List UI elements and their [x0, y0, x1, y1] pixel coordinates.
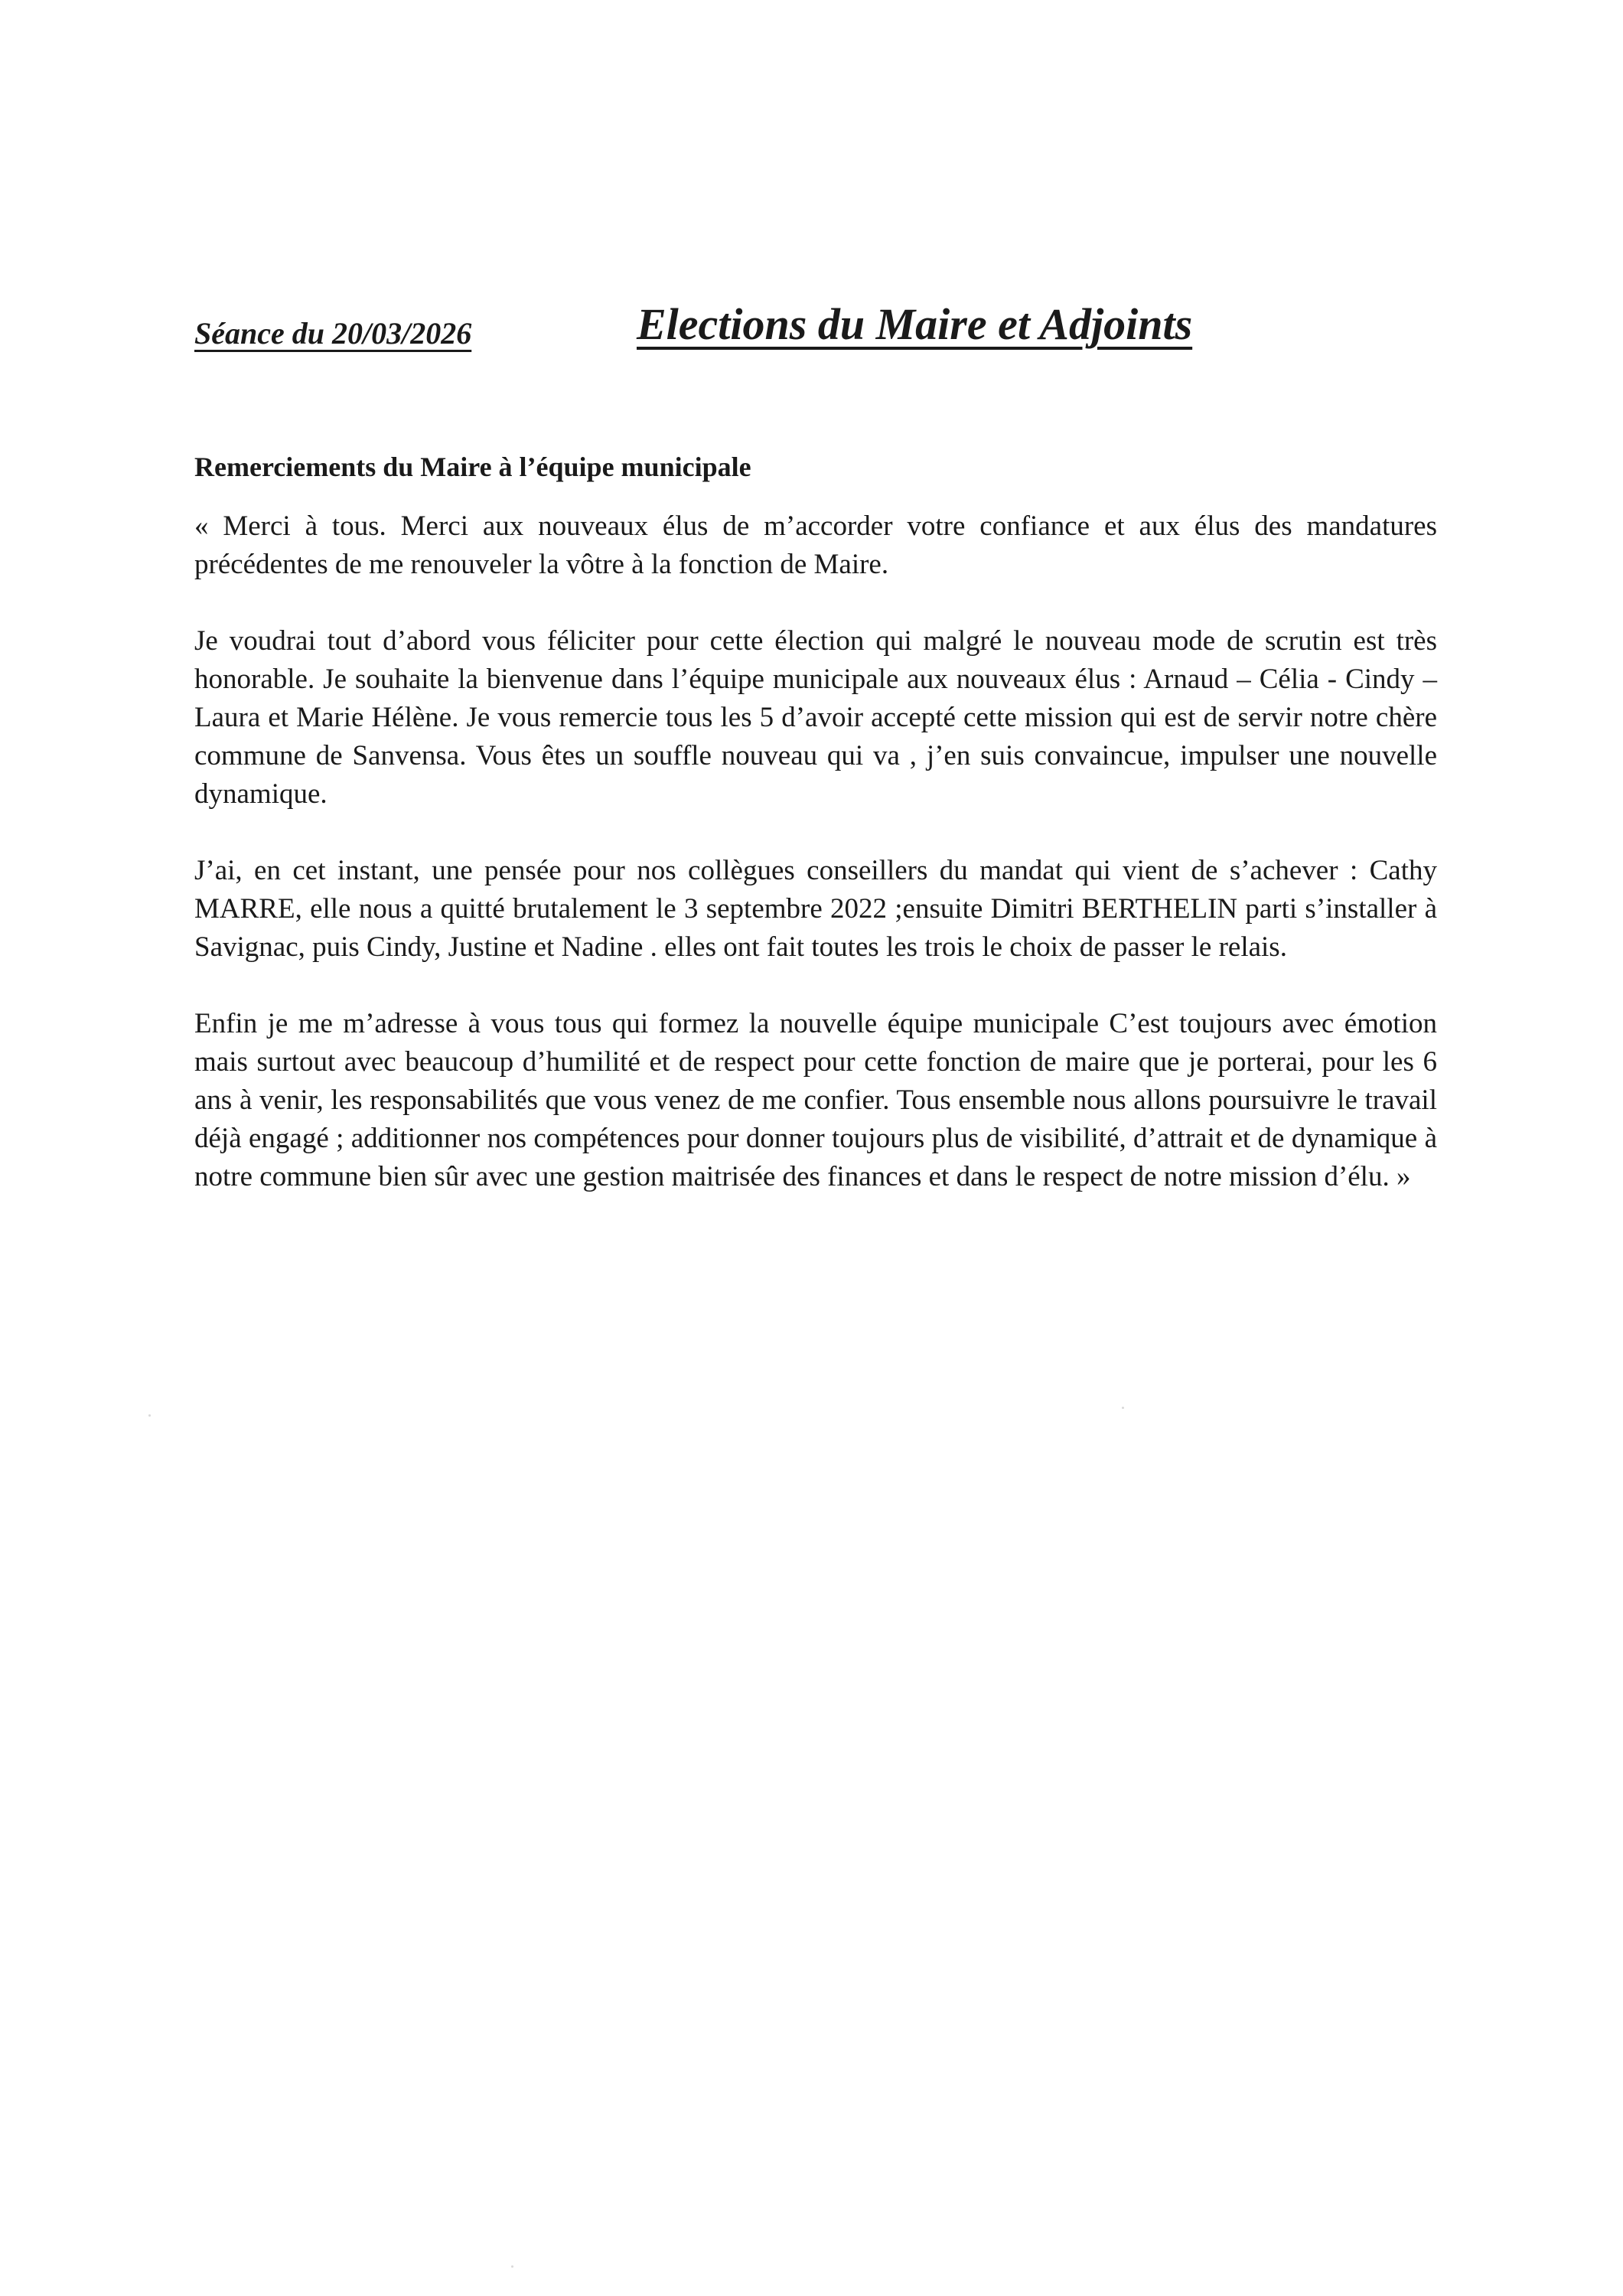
document-title: Elections du Maire et Adjoints — [637, 299, 1193, 349]
paragraph-tribute: J’ai, en cet instant, une pensée pour nos collègues conseillers du mandat qui vient de s’achever : Cathy MARRE, elle nous a quitté brutalement le 3 septembre 2022 ;ensuite Dimitri BERTHELIN parti s’installer à Savignac, puis Cindy, Justine et Nadine . elles ont fait toutes les trois le choix de passer le relais. — [194, 855, 1437, 963]
scan-artifact — [511, 2265, 513, 2268]
session-date: Séance du 20/03/2026 — [194, 316, 472, 351]
section-heading: Remerciements du Maire à l’équipe municipale — [194, 452, 751, 482]
scan-artifact — [1122, 1407, 1124, 1409]
paragraph-thanks: « Merci à tous. Merci aux nouveaux élus de m’accorder votre confiance et aux élus des mandatures précédentes de me renouveler la vôtre à la fonction de Maire. — [194, 510, 1437, 580]
document-header — [194, 298, 1449, 360]
document-body — [194, 448, 1437, 1234]
paragraph-closing: Enfin je me m’adresse à vous tous qui formez la nouvelle équipe municipale C’est toujours avec émotion mais surtout avec beaucoup d’humilité et de respect pour cette fonction de maire que je porterai, pour les 6 ans à venir, les responsabilités que vous venez de me confier. Tous ensemble nous allons poursuivre le travail déjà engagé ; additionner nos compétences pour donner toujours plus de visibilité, d’attrait et de dynamique à notre commune bien sûr avec une gestion maitrisée des finances et dans le respect de notre mission d’élu. » — [194, 1008, 1437, 1192]
scan-artifact — [148, 1414, 151, 1417]
paragraph-welcome: Je voudrai tout d’abord vous féliciter pour cette élection qui malgré le nouveau mode de scrutin est très honorable. Je souhaite la bienvenue dans l’équipe municipale aux nouveaux élus : Arnaud – Célia - Cindy – Laura et Marie Hélène. Je vous remercie tous les 5 d’avoir accepté cette mission qui est de servir notre chère commune de Sanvensa. Vous êtes un souffle nouveau qui va , j’en suis convaincue, impulser une nouvelle dynamique. — [194, 625, 1437, 810]
